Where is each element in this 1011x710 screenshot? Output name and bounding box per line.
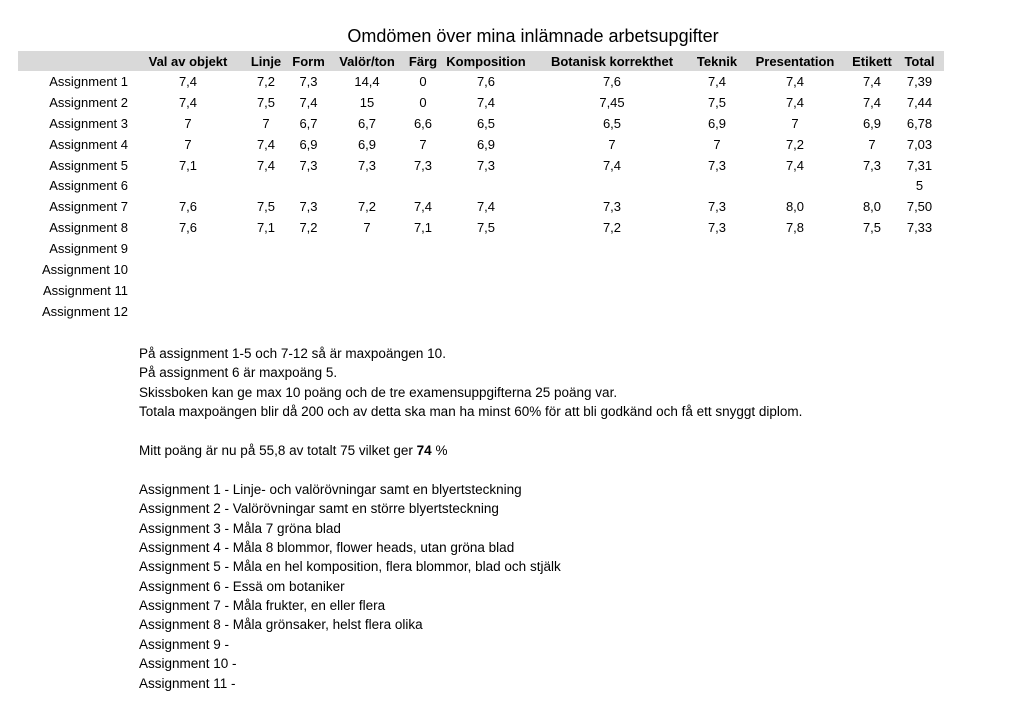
table-cell: 7,4 — [707, 73, 727, 89]
table-cell — [531, 280, 693, 301]
table-cell: 8,0 — [862, 199, 882, 215]
table-cell: 7,5 — [707, 94, 727, 110]
table-cell: 6,7 — [357, 115, 377, 131]
row-label: Assignment 12 — [42, 303, 128, 319]
table-cell — [741, 238, 849, 259]
table-cell — [244, 301, 288, 322]
row-label: Assignment 1 — [49, 73, 128, 89]
table-cell — [895, 259, 944, 280]
column-header: Valör/ton — [339, 53, 395, 69]
table-row — [18, 92, 944, 113]
table-cell — [329, 280, 405, 301]
table-cell — [693, 301, 741, 322]
table-cell — [132, 301, 244, 322]
table-cell: 7,4 — [178, 73, 198, 89]
table-cell: 7,4 — [256, 157, 276, 173]
table-row — [18, 175, 944, 196]
assignment-description: Assignment 4 - Måla 8 blommor, flower heads, utan gröna blad — [139, 539, 515, 555]
table-cell — [849, 238, 895, 259]
table-cell: 7,4 — [785, 157, 805, 173]
table-cell: 6,5 — [602, 115, 622, 131]
table-cell: 7,3 — [476, 157, 496, 173]
assignment-description: Assignment 10 - — [139, 656, 237, 672]
table-cell — [693, 280, 741, 301]
table-cell — [441, 301, 531, 322]
table-row — [18, 280, 944, 301]
table-cell: 7,4 — [862, 94, 882, 110]
column-header: Komposition — [446, 53, 526, 69]
table-cell — [441, 280, 531, 301]
table-cell: 7,4 — [178, 94, 198, 110]
table-cell: 7,1 — [256, 220, 276, 236]
table-cell — [405, 259, 441, 280]
assignment-description: Assignment 3 - Måla 7 gröna blad — [139, 520, 341, 536]
score-summary — [139, 441, 802, 460]
column-header: Färg — [408, 53, 438, 69]
table-cell: 7 — [262, 115, 270, 131]
scores-body — [18, 71, 944, 322]
header-row — [18, 51, 944, 71]
table-cell — [329, 301, 405, 322]
row-label: Assignment 4 — [49, 136, 128, 152]
table-cell — [288, 238, 329, 259]
scores-table — [18, 51, 944, 322]
table-cell — [441, 175, 531, 196]
table-cell — [531, 238, 693, 259]
table-row — [18, 238, 944, 259]
table-cell: 7,4 — [785, 94, 805, 110]
table-cell: 7,2 — [357, 199, 377, 215]
table-cell — [244, 280, 288, 301]
table-cell: 7 — [713, 136, 721, 152]
column-header: Form — [292, 53, 325, 69]
table-cell: 6,9 — [476, 136, 496, 152]
table-cell: 7,4 — [785, 73, 805, 89]
table-cell: 7,3 — [707, 157, 727, 173]
table-cell: 7,4 — [476, 94, 496, 110]
rule-line: Totala maxpoängen blir då 200 och av detta ska man ha minst 60% för att bli godkänd och få ett snyggt diplom. — [139, 404, 803, 420]
notes — [139, 344, 802, 693]
table-cell: 7,1 — [413, 220, 433, 236]
table-cell: 7,6 — [178, 199, 198, 215]
table-cell — [741, 301, 849, 322]
table-row — [18, 217, 944, 238]
table-cell: 7,3 — [357, 157, 377, 173]
assignment-description: Assignment 11 - — [139, 675, 236, 691]
table-cell: 7,5 — [862, 220, 882, 236]
table-cell — [132, 238, 244, 259]
row-label: Assignment 8 — [49, 220, 128, 236]
table-cell — [741, 175, 849, 196]
table-row — [18, 71, 944, 92]
table-cell: 6,9 — [299, 136, 318, 152]
table-cell: 7,3 — [707, 220, 727, 236]
table-cell: 7,1 — [178, 157, 198, 173]
table-cell: 7,3 — [862, 157, 882, 173]
table-cell: 7,44 — [906, 94, 933, 110]
table-cell: 7,4 — [413, 199, 433, 215]
score-suffix: % — [431, 442, 448, 458]
table-cell — [132, 280, 244, 301]
table-cell: 7,5 — [256, 94, 276, 110]
table-cell: 7,4 — [256, 136, 276, 152]
rule-line: Skissboken kan ge max 10 poäng och de tre examensuppgifterna 25 poäng var. — [139, 384, 618, 400]
table-cell — [405, 280, 441, 301]
table-cell: 0 — [419, 73, 427, 89]
table-cell: 8,0 — [785, 199, 805, 215]
table-cell: 7 — [184, 136, 192, 152]
table-cell — [288, 175, 329, 196]
table-cell — [441, 238, 531, 259]
row-label: Assignment 9 — [49, 241, 128, 257]
table-cell: 7,50 — [906, 199, 933, 215]
table-cell — [693, 175, 741, 196]
table-cell: 0 — [419, 94, 427, 110]
page-title: Omdömen över mina inlämnade arbetsupgifter — [347, 26, 719, 46]
row-label: Assignment 6 — [49, 178, 128, 194]
table-cell — [288, 280, 329, 301]
table-cell — [693, 259, 741, 280]
table-cell: 7 — [419, 136, 427, 152]
table-cell: 7 — [184, 115, 192, 131]
score-percent: 74 — [416, 442, 432, 458]
table-cell: 7,3 — [299, 157, 318, 173]
row-label: Assignment 7 — [49, 199, 128, 215]
table-cell — [849, 301, 895, 322]
table-cell — [288, 259, 329, 280]
table-cell: 6,7 — [299, 115, 318, 131]
table-cell: 7,3 — [413, 157, 433, 173]
table-cell: 6,6 — [413, 115, 433, 131]
table-cell — [405, 238, 441, 259]
table-cell — [895, 280, 944, 301]
table-cell: 7,6 — [178, 220, 198, 236]
table-cell — [693, 238, 741, 259]
table-cell: 7 — [791, 115, 799, 131]
table-cell: 7,4 — [299, 94, 318, 110]
table-cell: 7,2 — [785, 136, 805, 152]
assignment-description: Assignment 8 - Måla grönsaker, helst flera olika — [139, 617, 423, 633]
table-cell: 7,45 — [599, 94, 625, 110]
column-header: Total — [904, 53, 935, 69]
column-header: Val av objekt — [148, 53, 228, 69]
row-label: Assignment 5 — [49, 157, 128, 173]
rule-line: På assignment 6 är maxpoäng 5. — [139, 365, 338, 381]
table-cell: 7 — [363, 220, 371, 236]
assignment-description: Assignment 1 - Linje- och valörövningar samt en blyertsteckning — [139, 481, 522, 497]
table-cell: 7,3 — [707, 199, 727, 215]
table-cell — [849, 259, 895, 280]
table-cell: 5 — [915, 178, 924, 194]
table-cell — [132, 259, 244, 280]
column-header — [18, 51, 132, 71]
table-cell — [405, 175, 441, 196]
table-cell: 6,9 — [357, 136, 377, 152]
table-row — [18, 113, 944, 134]
assignment-description: Assignment 9 - — [139, 636, 230, 652]
table-cell: 15 — [359, 94, 375, 110]
table-cell: 7,6 — [476, 73, 496, 89]
table-cell — [531, 259, 693, 280]
table-cell: 6,5 — [476, 115, 496, 131]
table-cell — [244, 259, 288, 280]
assignment-description-list — [139, 480, 802, 693]
row-label: Assignment 2 — [49, 94, 128, 110]
table-cell — [441, 259, 531, 280]
assignment-description: Assignment 6 - Essä om botaniker — [139, 578, 345, 594]
table-cell: 7,5 — [256, 199, 276, 215]
table-cell — [849, 175, 895, 196]
table-cell — [132, 175, 244, 196]
table-cell: 7,2 — [256, 73, 276, 89]
assignment-description: Assignment 7 - Måla frukter, en eller flera — [139, 598, 386, 614]
table-cell — [329, 259, 405, 280]
table-cell: 7,2 — [602, 220, 622, 236]
table-cell: 7,33 — [906, 220, 933, 236]
column-header: Botanisk korrekthet — [550, 53, 674, 69]
assignment-description: Assignment 5 - Måla en hel komposition, flera blommor, blad och stjälk — [139, 559, 561, 575]
table-cell: 7,4 — [862, 73, 882, 89]
table-row — [18, 259, 944, 280]
rule-line: På assignment 1-5 och 7-12 så är maxpoängen 10. — [139, 346, 446, 361]
table-cell — [531, 175, 693, 196]
table-cell: 7,6 — [602, 73, 622, 89]
table-cell: 7,5 — [476, 220, 496, 236]
table-cell — [895, 238, 944, 259]
column-header: Linje — [250, 53, 282, 69]
table-cell — [895, 301, 944, 322]
table-cell — [329, 238, 405, 259]
column-header: Etikett — [852, 53, 892, 69]
table-row — [18, 155, 944, 176]
table-cell: 6,9 — [707, 115, 727, 131]
table-cell — [741, 259, 849, 280]
table-row — [18, 301, 944, 322]
table-cell: 14,4 — [354, 73, 380, 89]
row-label: Assignment 11 — [42, 282, 128, 298]
table-cell — [849, 280, 895, 301]
column-header: Teknik — [696, 53, 738, 69]
table-cell: 7,3 — [299, 73, 318, 89]
table-cell: 7,39 — [906, 73, 933, 89]
table-cell: 7,31 — [906, 157, 933, 173]
table-cell — [405, 301, 441, 322]
table-cell: 6,9 — [862, 115, 882, 131]
table-cell: 7,8 — [785, 220, 805, 236]
table-cell: 6,78 — [906, 115, 933, 131]
score-prefix: Mitt poäng är nu på 55,8 av totalt 75 vilket ger — [139, 442, 417, 458]
table-cell — [329, 175, 405, 196]
table-cell — [741, 280, 849, 301]
row-label: Assignment 3 — [49, 115, 128, 131]
table-row — [18, 134, 944, 155]
table-cell — [288, 301, 329, 322]
table-cell: 7,2 — [299, 220, 318, 236]
table-cell — [244, 238, 288, 259]
column-header: Presentation — [755, 53, 835, 69]
table-row — [18, 196, 944, 217]
table-cell: 7,03 — [906, 136, 933, 152]
assignment-description: Assignment 2 - Valörövningar samt en större blyertsteckning — [139, 501, 499, 517]
table-cell: 7 — [868, 136, 876, 152]
table-cell: 7,3 — [602, 199, 622, 215]
table-cell — [244, 175, 288, 196]
table-cell — [531, 301, 693, 322]
table-cell: 7 — [608, 136, 616, 152]
row-label: Assignment 10 — [42, 261, 128, 277]
table-cell: 7,4 — [602, 157, 622, 173]
table-cell: 7,4 — [476, 199, 496, 215]
table-cell: 7,3 — [299, 199, 318, 215]
